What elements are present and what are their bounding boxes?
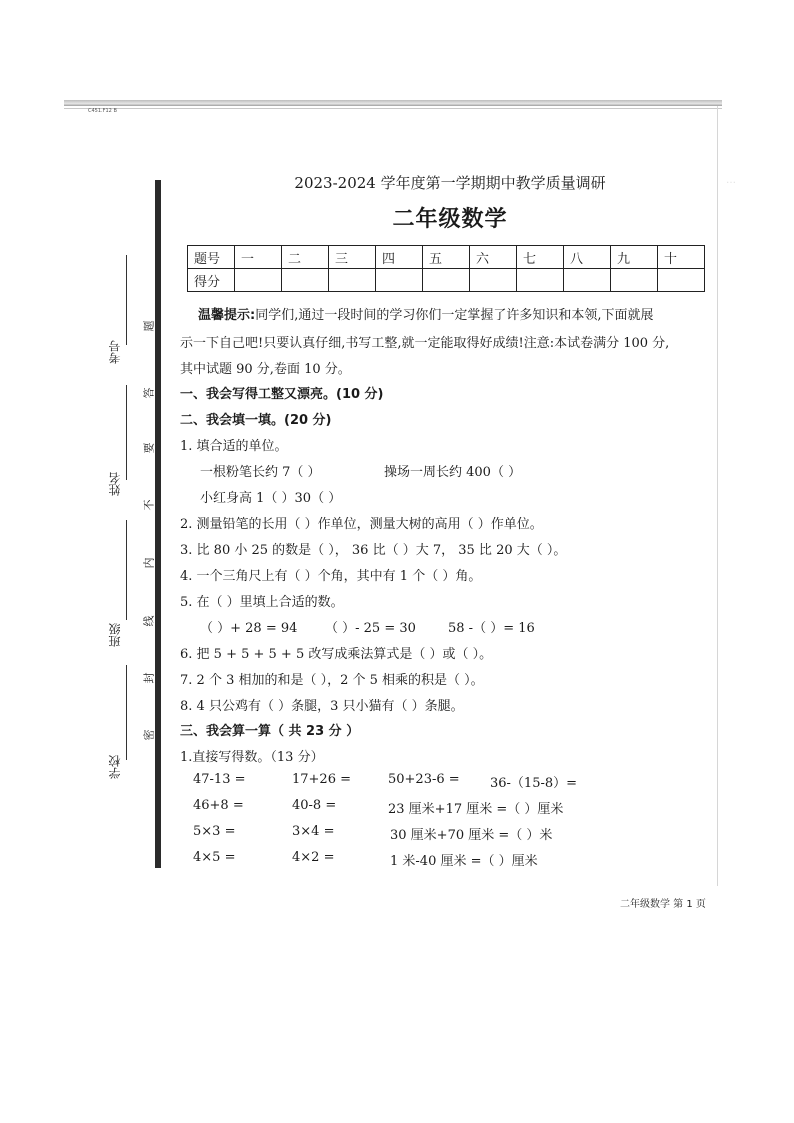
score-cell[interactable]	[376, 269, 423, 292]
seal-char: 题	[142, 320, 156, 332]
school-label: 学校	[108, 755, 122, 779]
question-6: 6. 把 5 + 5 + 5 + 5 改写成乘法算式是（ ）或（ ）。	[180, 647, 493, 662]
calc-item: 47-13 =	[193, 772, 246, 787]
seal-char: 要	[142, 442, 156, 454]
score-cell[interactable]	[517, 269, 564, 292]
scan-top-rule-thin	[64, 108, 722, 109]
question-8: 8. 4 只公鸡有（ ）条腿，3 只小猫有（ ）条腿。	[180, 699, 464, 714]
name-label: 姓名	[108, 472, 122, 496]
question-5b: （ ）- 25 = 30	[325, 621, 416, 636]
score-table-column: 四	[376, 246, 423, 269]
question-5: 5. 在（ ）里填上合适的数。	[180, 595, 344, 610]
school-line	[126, 665, 127, 760]
score-table-header-row	[188, 246, 705, 269]
binding-bar	[155, 180, 161, 868]
seal-char: 密	[142, 729, 156, 741]
seal-char: 线	[142, 615, 156, 627]
score-table-header-label: 题号	[188, 246, 235, 269]
calc-item: 30 厘米+70 厘米 =（ ）米	[390, 828, 553, 843]
section-1-heading: 一、我会写得工整又漂亮。(10 分)	[180, 387, 384, 402]
seal-char: 答	[142, 387, 156, 399]
score-cell[interactable]	[470, 269, 517, 292]
question-4: 4. 一个三角尺上有（ ）个角，其中有 1 个（ ）角。	[180, 569, 482, 584]
score-table	[187, 245, 705, 292]
exam-subtitle: 二年级数学	[392, 207, 508, 232]
calc-item: 1 米-40 厘米 =（ ）厘米	[390, 854, 538, 869]
class-label: 班级	[108, 623, 122, 647]
question-5a: （ ）+ 28 = 94	[200, 621, 298, 636]
page-footer: 二年级数学 第 1 页	[620, 899, 706, 910]
exam-number-label: 考号	[108, 340, 122, 364]
section-3-heading: 三、我会算一算（ 共 23 分 ）	[180, 724, 360, 739]
calc-instruction: 1.直接写得数。（13 分）	[180, 750, 324, 765]
score-cell[interactable]	[564, 269, 611, 292]
score-table-column: 九	[611, 246, 658, 269]
exam-title: 2023-2024 学年度第一学期期中教学质量调研	[294, 174, 606, 192]
tip-label: 温馨提示:	[198, 308, 256, 323]
question-7: 7. 2 个 3 相加的和是（ ），2 个 5 相乘的积是（ ）。	[180, 673, 484, 688]
score-cell[interactable]	[329, 269, 376, 292]
question-2: 2. 测量铅笔的长用（ ）作单位，测量大树的高用（ ）作单位。	[180, 517, 543, 532]
bleed-through-mark: …	[726, 175, 736, 186]
score-table-column: 一	[235, 246, 282, 269]
tip-line-3: 其中试题 90 分,卷面 10 分。	[180, 362, 351, 377]
scan-code: C451.F12 B	[88, 108, 117, 114]
score-table-column: 二	[282, 246, 329, 269]
seal-char: 不	[142, 499, 156, 511]
calc-item: 3×4 =	[292, 824, 335, 839]
calc-item: 23 厘米+17 厘米 =（ ）厘米	[388, 802, 564, 817]
calc-item: 36-（15-8）=	[490, 776, 578, 791]
seal-char: 内	[142, 557, 156, 569]
question-1c: 小红身高 1（ ）30（ ）	[200, 491, 342, 506]
score-cell[interactable]	[611, 269, 658, 292]
score-cell[interactable]	[658, 269, 705, 292]
question-1a: 一根粉笔长约 7（ ）	[200, 465, 321, 480]
tip-line-2: 示一下自己吧!只要认真仔细,书写工整,就一定能取得好成绩!注意:本试卷满分 100 分,	[180, 336, 670, 351]
score-table-column: 六	[470, 246, 517, 269]
question-3: 3. 比 80 小 25 的数是（ ）， 36 比（ ）大 7， 35 比 20 大（ ）。	[180, 543, 567, 558]
question-5c: 58 -（ ）= 16	[448, 621, 535, 636]
class-line	[126, 520, 127, 620]
score-cell[interactable]	[423, 269, 470, 292]
calc-item: 5×3 =	[193, 824, 236, 839]
tip-line-1	[198, 304, 653, 323]
section-2-heading: 二、我会填一填。(20 分)	[180, 413, 332, 428]
score-table-column: 七	[517, 246, 564, 269]
calc-item: 4×2 =	[292, 850, 335, 865]
name-line	[126, 385, 127, 480]
seal-char: 封	[142, 672, 156, 684]
calc-item: 40-8 =	[292, 798, 337, 813]
score-table-column: 十	[658, 246, 705, 269]
calc-item: 17+26 =	[292, 772, 352, 787]
question-1: 1. 填合适的单位。	[180, 439, 288, 454]
calc-item: 4×5 =	[193, 850, 236, 865]
score-cell[interactable]	[282, 269, 329, 292]
score-table-score-row	[188, 269, 705, 292]
score-table-column: 八	[564, 246, 611, 269]
score-table-column: 三	[329, 246, 376, 269]
tip-text: 同学们,通过一段时间的学习你们一定掌握了许多知识和本领,下面就展	[255, 308, 654, 323]
score-table-column: 五	[423, 246, 470, 269]
calc-item: 46+8 =	[193, 798, 244, 813]
score-cell[interactable]	[235, 269, 282, 292]
scan-top-rule	[64, 100, 722, 106]
calc-item: 50+23-6 =	[388, 772, 460, 787]
exam-number-line	[126, 255, 127, 345]
score-table-score-label: 得分	[188, 269, 235, 292]
question-1b: 操场一周长约 400（ ）	[384, 465, 522, 480]
